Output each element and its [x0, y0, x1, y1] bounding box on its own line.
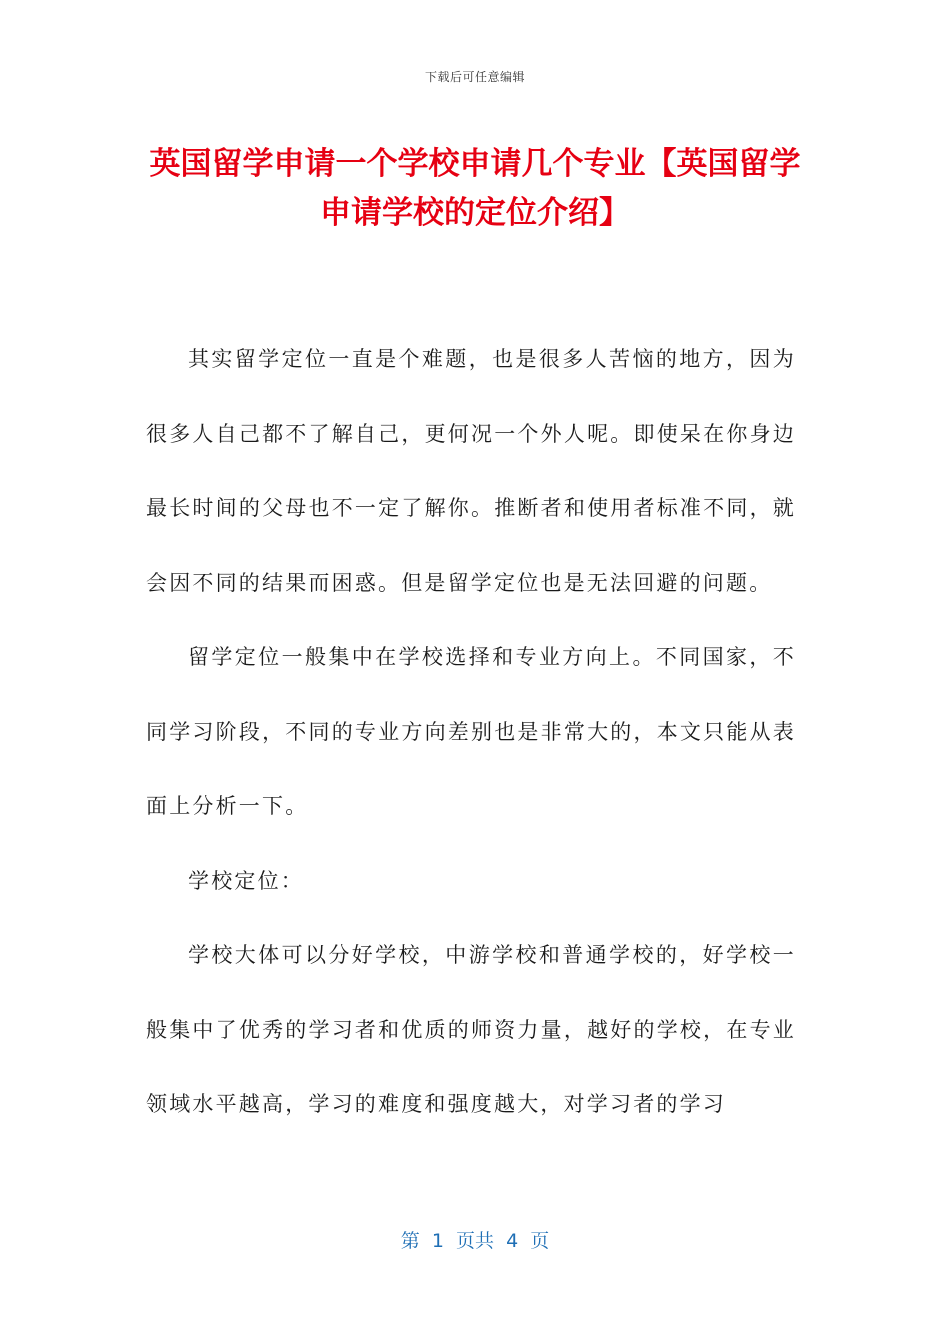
body-paragraph: 留学定位一般集中在学校选择和专业方向上。不同国家，不同学习阶段，不同的专业方向差别也是非常大的，本文只能从表面上分析一下。 — [146, 645, 796, 818]
header-note: 下载后可任意编辑 — [424, 70, 525, 84]
body-paragraph: 学校定位： — [188, 868, 304, 893]
document-body — [146, 322, 796, 1142]
body-paragraph: 其实留学定位一直是个难题，也是很多人苦恼的地方，因为很多人自己都不了解自己，更何况一个外人呢。即使呆在你身边最长时间的父母也不一定了解你。推断者和使用者标准不同，就会因不同的结果而困惑。但是留学定位也是无法回避的问题。 — [146, 347, 796, 595]
document-title: 英国留学申请一个学校申请几个专业【英国留学申请学校的定位介绍】 — [149, 146, 801, 231]
body-paragraph: 学校大体可以分好学校，中游学校和普通学校的，好学校一般集中了优秀的学习者和优质的师资力量，越好的学校，在专业领域水平越高，学习的难度和强度越大，对学习者的学习 — [146, 943, 796, 1116]
page-number-footer: 第 1 页共 4 页 — [400, 1230, 550, 1252]
